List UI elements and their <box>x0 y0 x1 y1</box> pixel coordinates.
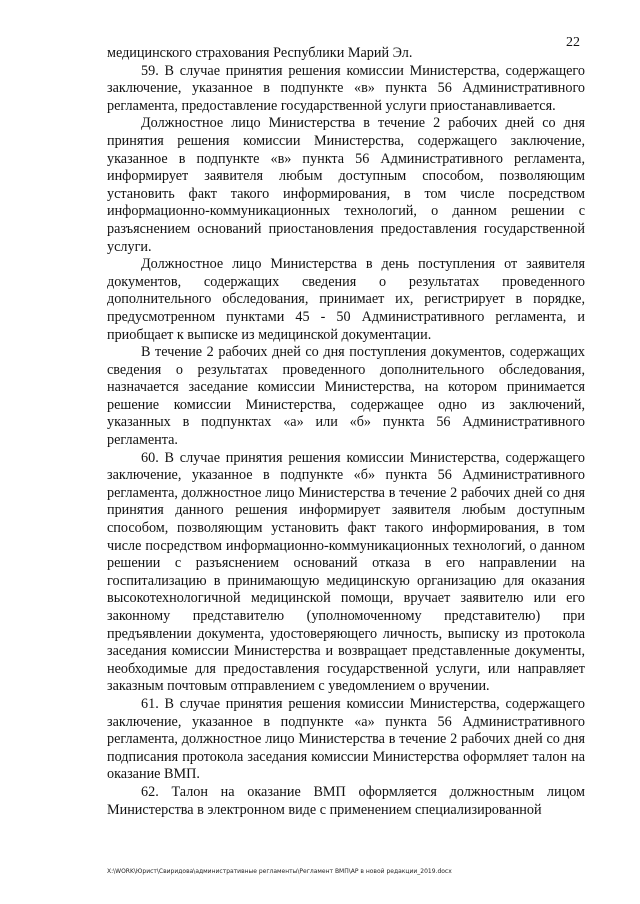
paragraph-59: 59. В случае принятия решения комиссии Министерства, содержащего заключение, указанное в подпункте «в» пункта 56 Административного регламента, предоставление государственной услуги приостанавливается. <box>107 62 585 114</box>
paragraph: Должностное лицо Министерства в течение 2 рабочих дней со дня принятия решения комиссии Министерства, содержащего заключение, указанное в подпункте «в» пункта 56 Административного регламента, информирует заявителя любым доступным способом, позволяющим установить факт такого информирования, в том числе посредством информационно-коммуникационных технологий, о данном решении с разъяснением оснований приостановления предоставления государственной услуги. <box>107 115 585 255</box>
paragraph-61: 61. В случае принятия решения комиссии Министерства, содержащего заключение, указанное в подпункте «а» пункта 56 Административного регламента, должностное лицо Министерства в течение 2 рабочих дней со дня подписания протокола заседания комиссии Министерства оформляет талон на оказание ВМП. <box>107 695 585 783</box>
paragraph: медицинского страхования Республики Марий Эл. <box>107 45 413 61</box>
paragraph: Должностное лицо Министерства в день поступления от заявителя документов, содержащих сведения о результатах проведенного дополнительного обследования, принимает их, регистрирует в порядке, предусмотренном пунктами 45 - 50 Административного регламента, и приобщает к выписке из медицинской документации. <box>107 256 585 343</box>
page-number: 22 <box>566 35 580 50</box>
file-path-footer: X:\WORK\Юрист\Свиридова\административные регламенты\Регламент ВМП\АР в новой редакции_2019.docx <box>107 868 452 875</box>
paragraph: В течение 2 рабочих дней со дня поступления документов, содержащих сведения о результатах проведенного дополнительного обследования, назначается заседание комиссии Министерства, на котором принимается решение комиссии Министерства, содержащее одно из заключений, указанных в подпунктах «а» или «б» пункта 56 Административного регламента. <box>107 344 585 449</box>
document-body <box>107 45 585 819</box>
paragraph-60: 60. В случае принятия решения комиссии Министерства, содержащего заключение, указанное в подпункте «б» пункта 56 Административного регламента, должностное лицо Министерства в течение 2 рабочих дней со дня принятия данного решения информирует заявителя любым доступным способом, позволяющим установить факт такого информирования, в том числе посредством информационно-коммуникационных технологий, о данном решении с разъяснением оснований отказа в его направлении на госпитализацию в принимающую медицинскую организацию для оказания высокотехнологичной медицинской помощи, вручает заявителю или его законному представителю (уполномоченному представителю) при предъявлении документа, удостоверяющего личность, выписку из протокола заседания комиссии Министерства и возвращает представленные документы, необходимые для предоставления государственной услуги, или направляет заказным почтовым отправлением с уведомлением о вручении. <box>107 449 585 695</box>
paragraph-62: 62. Талон на оказание ВМП оформляется должностным лицом Министерства в электронном виде с применением специализированной <box>107 783 585 818</box>
